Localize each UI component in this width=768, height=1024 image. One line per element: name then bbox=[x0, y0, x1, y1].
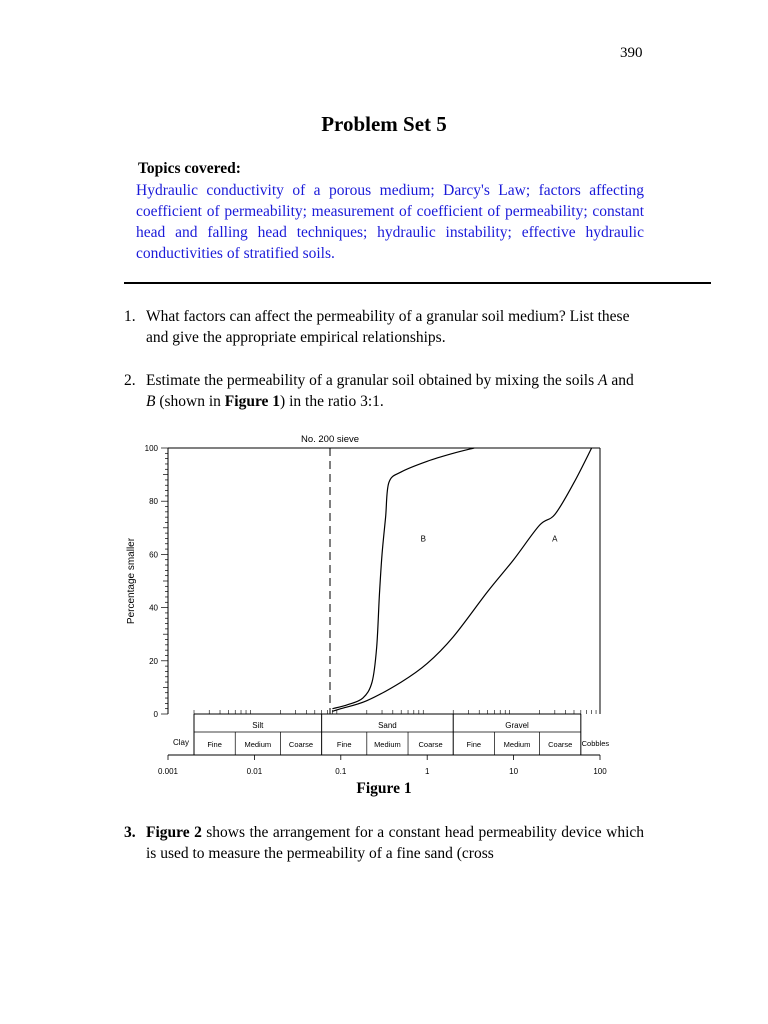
problem-text-part: shows the arrangement for a constant head permeability device which is used to measure the permeability of a fine sand (cross bbox=[146, 824, 645, 862]
subgroup-label: Medium bbox=[374, 740, 401, 749]
figure-caption: Figure 1 bbox=[356, 780, 412, 797]
x-tick-label: 0.001 bbox=[157, 767, 179, 776]
problem-text-part: (shown in bbox=[155, 393, 225, 410]
y-axis-label: Percentage smaller bbox=[126, 537, 137, 625]
problem-number: 2. bbox=[124, 372, 136, 389]
page-number: 390 bbox=[620, 45, 643, 61]
soil-a-label: A bbox=[597, 372, 608, 389]
horizontal-rule bbox=[124, 282, 711, 284]
subgroup-label: Medium bbox=[503, 740, 531, 749]
y-tick-label: 100 bbox=[144, 444, 158, 453]
curve-a bbox=[332, 448, 591, 711]
figure-reference: Figure 1 bbox=[224, 393, 281, 410]
x-tick-label: 100 bbox=[593, 767, 607, 776]
subgroup-label: Medium bbox=[244, 740, 272, 749]
grain-size-chart-svg bbox=[118, 428, 638, 788]
series-label-b: B bbox=[420, 534, 426, 544]
problem-3 bbox=[124, 822, 644, 864]
subgroup-label: Fine bbox=[336, 740, 352, 749]
y-tick-label: 40 bbox=[149, 603, 158, 613]
group-label-silt: Silt bbox=[252, 721, 264, 730]
cobbles-label: Cobbles bbox=[581, 739, 610, 748]
sieve-label: No. 200 sieve bbox=[300, 434, 360, 445]
y-tick-label: 60 bbox=[149, 550, 158, 560]
problem-number: 3. bbox=[124, 824, 136, 841]
problem-2 bbox=[124, 370, 644, 412]
group-label-sand: Sand bbox=[378, 721, 397, 730]
clay-label: Clay bbox=[172, 738, 190, 747]
x-tick-label: 10 bbox=[509, 767, 519, 776]
y-tick-label: 80 bbox=[149, 497, 158, 507]
problem-text-part: Estimate the permeability of a granular soil obtained by mixing the soils bbox=[146, 372, 598, 389]
curve-b bbox=[332, 448, 474, 709]
topics-body: Hydraulic conductivity of a porous medium; Darcy's Law; factors affecting coefficient of permeability; measurement of coefficient of permeability; constant head and falling head techniques; hydraulic instability; effective hydraulic conductivities of stratified soils. bbox=[136, 182, 644, 262]
problem-text bbox=[146, 370, 644, 412]
x-tick-label: 0.01 bbox=[246, 767, 263, 776]
subgroup-label: Coarse bbox=[418, 740, 443, 749]
soil-b-label: B bbox=[146, 393, 156, 410]
figure-reference: Figure 2 bbox=[146, 824, 202, 841]
problem-text bbox=[146, 822, 644, 864]
subgroup-label: Coarse bbox=[548, 740, 573, 749]
subgroup-label: Coarse bbox=[288, 740, 314, 749]
subgroup-label: Fine bbox=[207, 740, 222, 749]
x-tick-label: 1 bbox=[424, 767, 430, 776]
problem-text-part: and bbox=[607, 372, 634, 389]
problem-text: What factors can affect the permeability of a granular soil medium? List these and give the appropriate empirical relationships. bbox=[146, 308, 630, 346]
problem-text-part: ) in the ratio 3:1. bbox=[280, 393, 384, 410]
grain-size-chart bbox=[118, 428, 638, 788]
page-title: Problem Set 5 bbox=[321, 112, 447, 136]
y-tick-label: 20 bbox=[149, 656, 158, 666]
problem-1 bbox=[124, 306, 644, 348]
group-label-gravel: Gravel bbox=[505, 721, 529, 730]
problem-number: 1. bbox=[124, 308, 136, 325]
topics-heading: Topics covered: bbox=[138, 160, 241, 177]
x-tick-label: 0.1 bbox=[335, 767, 347, 776]
subgroup-label: Fine bbox=[466, 740, 482, 749]
series-label-a: A bbox=[552, 534, 558, 544]
y-tick-label: 0 bbox=[153, 710, 158, 719]
